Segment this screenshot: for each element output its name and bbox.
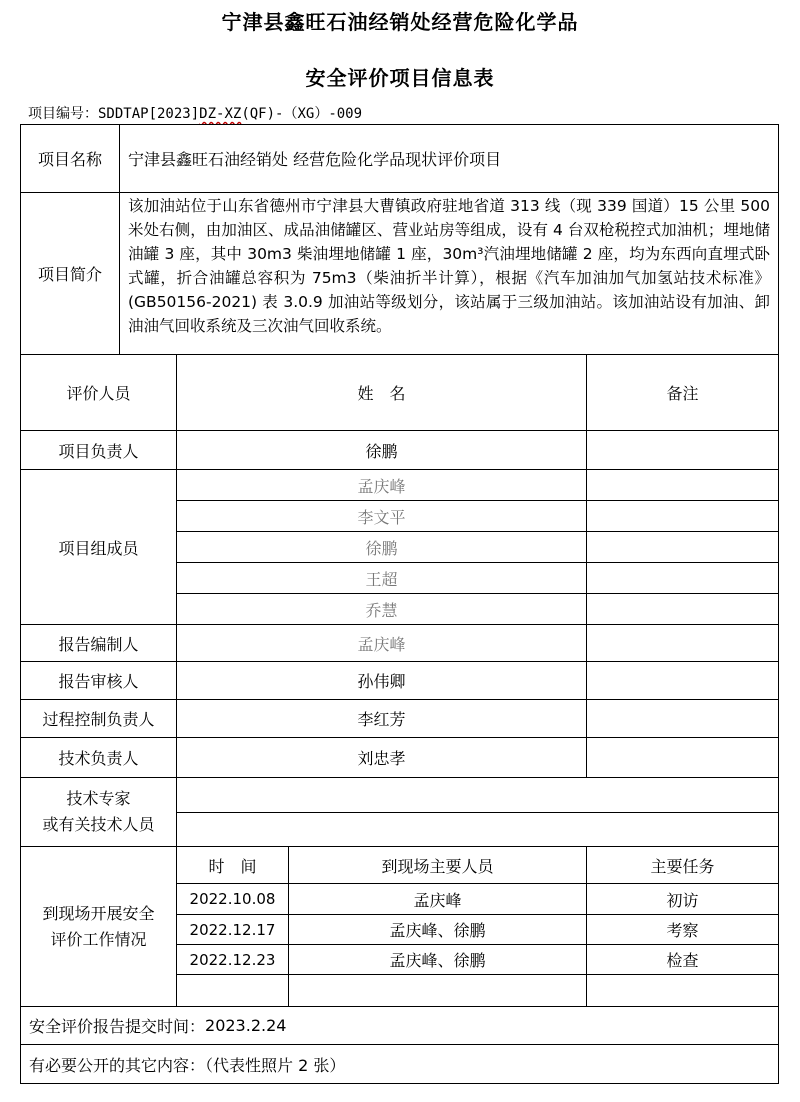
- process-control-label: 过程控制负责人: [20, 699, 177, 738]
- report-author-name: 孟庆峰: [176, 624, 587, 662]
- member-name: 王超: [176, 562, 587, 594]
- tech-lead-note: [586, 737, 779, 778]
- tech-lead-label: 技术负责人: [20, 737, 177, 778]
- tech-experts-row: [176, 777, 779, 813]
- visit-date: 2022.12.17: [176, 914, 289, 945]
- visit-date: 2022.10.08: [176, 883, 289, 915]
- project-number-suffix: (QF)-（XG）-009: [241, 106, 363, 122]
- visit-task: 检查: [586, 944, 779, 975]
- tech-experts-label-line1: 技术专家: [66, 789, 131, 808]
- visit-people: 孟庆峰、徐鹏: [288, 914, 587, 945]
- visit-people: 孟庆峰、徐鹏: [288, 944, 587, 975]
- process-control-name: 李红芳: [176, 699, 587, 738]
- project-name-label: 项目名称: [20, 124, 120, 193]
- project-number-code: DZ-XZ: [199, 106, 242, 122]
- member-note: [586, 469, 779, 501]
- visit-empty: [176, 974, 289, 1007]
- member-note: [586, 531, 779, 563]
- other-content: 有必要公开的其它内容：（代表性照片 2 张）: [20, 1044, 779, 1084]
- site-visits-label-line2: 评价工作情况: [50, 929, 147, 949]
- member-name: 李文平: [176, 500, 587, 532]
- personnel-role-header: 评价人员: [20, 354, 177, 431]
- report-reviewer-note: [586, 661, 779, 700]
- visit-time-header: 时 间: [176, 846, 289, 884]
- project-name-value: 宁津县鑫旺石油经销处 经营危险化学品现状评价项目: [119, 124, 779, 193]
- personnel-name-header: 姓 名: [176, 354, 587, 431]
- submit-time-label: 安全评价报告提交时间：: [29, 1017, 206, 1036]
- project-number-label: 项目编号：: [28, 106, 98, 122]
- personnel-note-header: 备注: [586, 354, 779, 431]
- member-note: [586, 562, 779, 594]
- report-reviewer-name: 孙伟卿: [176, 661, 587, 700]
- leader-name: 徐鹏: [176, 430, 587, 470]
- visit-empty: [586, 974, 779, 1007]
- visit-task: 考察: [586, 914, 779, 945]
- project-summary-label: 项目简介: [20, 192, 120, 355]
- project-number: [28, 103, 362, 123]
- tech-experts-row: [176, 812, 779, 847]
- visit-date: 2022.12.23: [176, 944, 289, 975]
- tech-experts-label: [20, 777, 177, 847]
- visit-people-header: 到现场主要人员: [288, 846, 587, 884]
- document-title-line2: 安全评价项目信息表: [305, 66, 495, 90]
- member-name: 孟庆峰: [176, 469, 587, 501]
- member-note: [586, 500, 779, 532]
- report-author-label: 报告编制人: [20, 624, 177, 662]
- members-label: 项目组成员: [20, 469, 177, 625]
- member-name: 乔慧: [176, 593, 587, 625]
- visit-task-header: 主要任务: [586, 846, 779, 884]
- site-visits-label-line1: 到现场开展安全: [42, 903, 155, 923]
- leader-note: [586, 430, 779, 470]
- project-number-prefix: SDDTAP[2023]: [98, 106, 200, 122]
- document-title-line1: 宁津县鑫旺石油经销处经营危险化学品: [221, 10, 579, 34]
- visit-empty: [288, 974, 587, 1007]
- report-reviewer-label: 报告审核人: [20, 661, 177, 700]
- process-control-note: [586, 699, 779, 738]
- submit-time: [20, 1006, 779, 1045]
- tech-experts-label-line2: 或有关技术人员: [42, 815, 155, 834]
- member-note: [586, 593, 779, 625]
- submit-time-value: 2023.2.24: [205, 1016, 287, 1035]
- report-author-note: [586, 624, 779, 662]
- visit-people: 孟庆峰: [288, 883, 587, 915]
- project-summary-text: 该加油站位于山东省德州市宁津县大曹镇政府驻地省道 313 线（现 339 国道）15 公里 500 米处右侧，由加油区、成品油储罐区、营业站房等组成，设有 4 台双枪税控式加油机；埋地储油罐 3 座，其中 30m3 柴油埋地储罐 1 座，30m³汽油埋地储罐 2 座，均为东西向直埋式卧式罐，折合油罐总容积为 75m3（柴油折半计算），根据《汽车加油加气加氢站技术标准》(GB50156-2021) 表 3.0.9 加油站等级划分，该站属于三级加油站。该加油站设有加油、卸油油气回收系统及三次油气回收系统。: [119, 192, 779, 355]
- tech-lead-name: 刘忠孝: [176, 737, 587, 778]
- member-name: 徐鹏: [176, 531, 587, 563]
- leader-label: 项目负责人: [20, 430, 177, 470]
- visit-task: 初访: [586, 883, 779, 915]
- site-visits-label: [20, 846, 177, 1007]
